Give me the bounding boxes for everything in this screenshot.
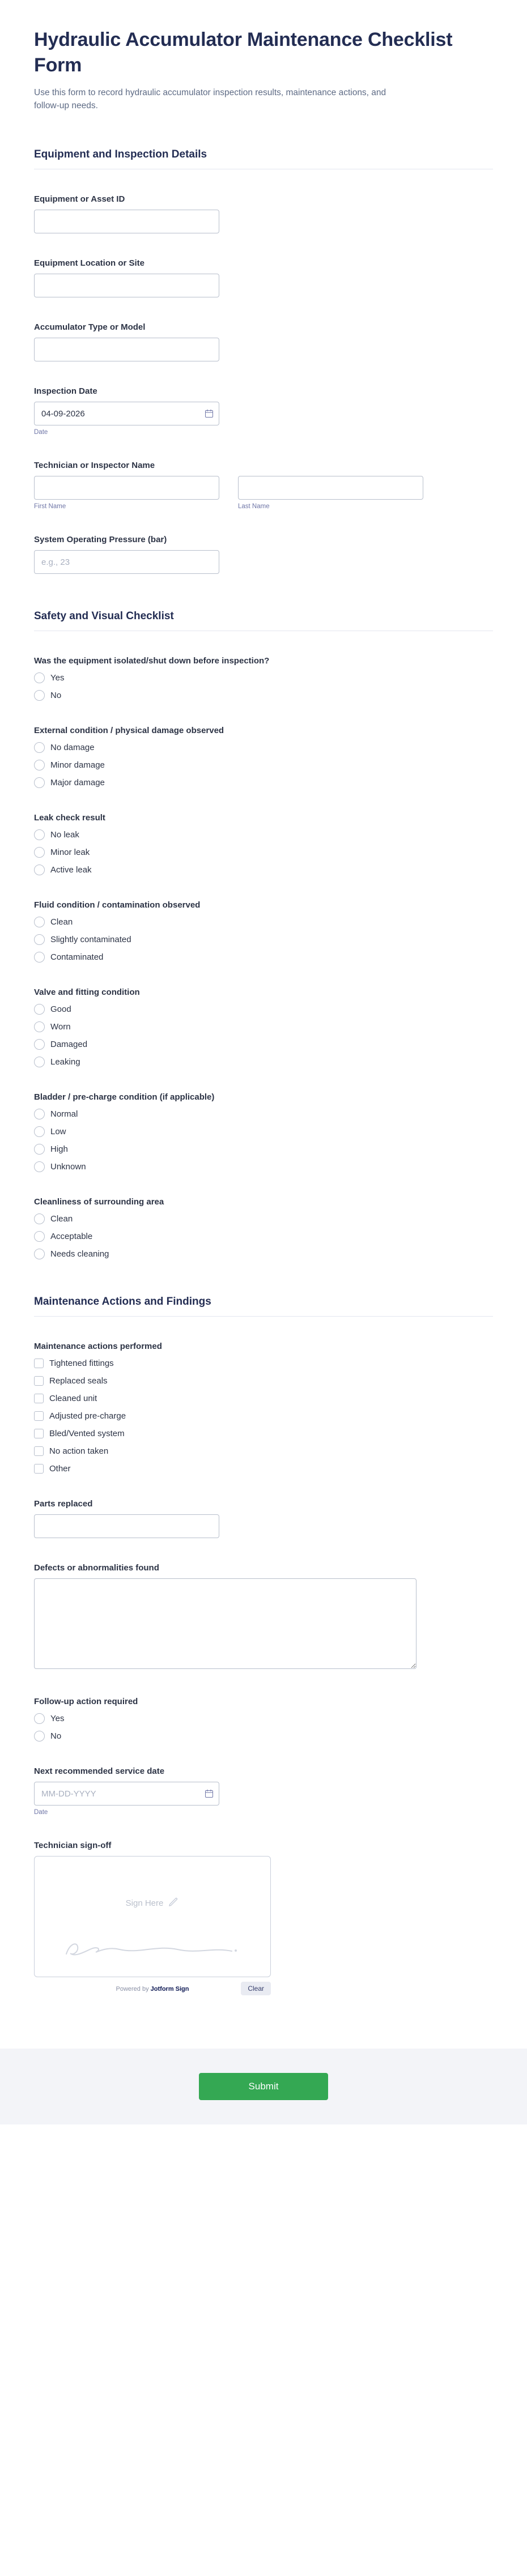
checkbox-option[interactable] [34, 1376, 493, 1386]
radio-icon[interactable] [34, 1231, 45, 1242]
leak-check-options [34, 829, 493, 875]
bladder-condition-label: Bladder / pre-charge condition (if applicable) [34, 1092, 215, 1102]
inspection-date-wrap [34, 402, 219, 425]
isolated-label: Was the equipment isolated/shut down before inspection? [34, 656, 270, 666]
checkbox-option-label: Bled/Vented system [49, 1429, 125, 1439]
radio-option[interactable] [34, 1039, 493, 1050]
field-valve-condition [34, 987, 493, 1067]
checkbox-option[interactable] [34, 1411, 493, 1421]
checkbox-icon[interactable] [34, 1359, 44, 1368]
radio-icon[interactable] [34, 742, 45, 753]
field-fluid-condition [34, 900, 493, 963]
last-name-col [238, 476, 423, 510]
form-title: Hydraulic Accumulator Maintenance Checklist Form [34, 29, 453, 76]
pressure-label: System Operating Pressure (bar) [34, 535, 167, 545]
radio-icon[interactable] [34, 1057, 45, 1067]
radio-icon[interactable] [34, 1731, 45, 1742]
field-followup [34, 1697, 493, 1742]
radio-option[interactable] [34, 760, 493, 770]
isolated-options [34, 672, 493, 701]
radio-icon[interactable] [34, 690, 45, 701]
radio-option-label: Damaged [50, 1040, 88, 1050]
field-external-condition [34, 726, 493, 788]
actions-performed-label: Maintenance actions performed [34, 1342, 162, 1352]
radio-option[interactable] [34, 1109, 493, 1119]
radio-option-label: Clean [50, 1214, 73, 1224]
valve-condition-options [34, 1004, 493, 1067]
first-name-input[interactable] [34, 476, 219, 500]
checkbox-option[interactable] [34, 1358, 493, 1369]
field-inspection-date [34, 386, 493, 436]
radio-option[interactable] [34, 865, 493, 875]
signature-footer [34, 1982, 271, 1996]
field-technician-name [34, 461, 493, 510]
radio-option[interactable] [34, 1249, 493, 1259]
powered-by-prefix: Powered by [116, 1986, 149, 1993]
radio-icon[interactable] [34, 1039, 45, 1050]
next-service-input[interactable] [34, 1782, 219, 1806]
checkbox-option-label: Other [49, 1464, 71, 1474]
radio-option-label: No [50, 691, 62, 701]
cleanliness-label: Cleanliness of surrounding area [34, 1197, 164, 1207]
section-equipment-details: Equipment and Inspection Details [34, 148, 493, 169]
first-name-sublabel: First Name [34, 503, 66, 510]
field-asset-id [34, 194, 493, 233]
checkbox-icon[interactable] [34, 1464, 44, 1474]
inspection-date-input[interactable] [34, 402, 219, 425]
fluid-condition-options [34, 917, 493, 963]
submit-button[interactable]: Submit [199, 2073, 328, 2100]
radio-option[interactable] [34, 1231, 493, 1242]
section-maintenance-actions: Maintenance Actions and Findings [34, 1296, 493, 1317]
radio-option[interactable] [34, 1713, 493, 1724]
field-type-model [34, 322, 493, 361]
field-signoff [34, 1841, 493, 1996]
radio-option[interactable] [34, 1731, 493, 1742]
calendar-icon[interactable] [205, 409, 214, 418]
technician-name-label: Technician or Inspector Name [34, 461, 155, 471]
radio-option-label: No [50, 1731, 62, 1742]
field-parts-replaced [34, 1499, 493, 1538]
radio-option-label: Minor leak [50, 848, 90, 858]
radio-option[interactable] [34, 1161, 493, 1172]
first-name-col [34, 476, 219, 510]
fluid-condition-label: Fluid condition / contamination observed [34, 900, 201, 910]
radio-option-label: No damage [50, 743, 95, 753]
radio-option[interactable] [34, 1214, 493, 1224]
checkbox-option[interactable] [34, 1393, 493, 1404]
checkbox-option[interactable] [34, 1428, 493, 1439]
field-leak-check [34, 813, 493, 875]
followup-options [34, 1713, 493, 1742]
field-next-service-date [34, 1766, 493, 1816]
radio-icon[interactable] [34, 777, 45, 788]
radio-option-label: High [50, 1144, 68, 1155]
checkbox-option-label: Replaced seals [49, 1376, 108, 1386]
external-condition-options [34, 742, 493, 788]
sign-here-text: Sign Here [125, 1898, 164, 1908]
signature-clear-button[interactable]: Clear [241, 1982, 271, 1995]
radio-option-label: Contaminated [50, 952, 104, 963]
radio-option[interactable] [34, 1057, 493, 1067]
radio-icon[interactable] [34, 917, 45, 927]
parts-replaced-label: Parts replaced [34, 1499, 93, 1509]
followup-label: Follow-up action required [34, 1697, 138, 1707]
radio-option-label: Low [50, 1127, 66, 1137]
radio-icon[interactable] [34, 1161, 45, 1172]
inspection-date-sublabel: Date [34, 429, 48, 436]
field-cleanliness [34, 1197, 493, 1259]
radio-icon[interactable] [34, 1126, 45, 1137]
checkbox-icon[interactable] [34, 1429, 44, 1438]
section-safety-checklist: Safety and Visual Checklist [34, 610, 493, 631]
radio-icon[interactable] [34, 1109, 45, 1119]
field-location [34, 258, 493, 297]
checkbox-icon[interactable] [34, 1376, 44, 1386]
checkbox-option-label: Cleaned unit [49, 1394, 97, 1404]
radio-option[interactable] [34, 672, 493, 683]
radio-option-label: Needs cleaning [50, 1249, 109, 1259]
radio-option-label: Good [50, 1004, 71, 1015]
field-defects [34, 1563, 493, 1672]
location-input[interactable] [34, 274, 219, 297]
radio-option-label: Slightly contaminated [50, 935, 131, 945]
field-isolated [34, 656, 493, 701]
radio-icon[interactable] [34, 672, 45, 683]
parts-replaced-input[interactable] [34, 1514, 219, 1538]
radio-option-label: Yes [50, 673, 65, 683]
checkbox-option[interactable] [34, 1446, 493, 1457]
radio-icon[interactable] [34, 934, 45, 945]
next-service-label: Next recommended service date [34, 1766, 165, 1777]
radio-icon[interactable] [34, 1144, 45, 1155]
next-service-wrap [34, 1782, 219, 1806]
checkbox-option-label: No action taken [49, 1446, 109, 1457]
inspection-date-label: Inspection Date [34, 386, 97, 397]
radio-option-label: Clean [50, 917, 73, 927]
radio-icon[interactable] [34, 1021, 45, 1032]
radio-option-label: Unknown [50, 1162, 86, 1172]
pen-icon [168, 1896, 179, 1910]
calendar-icon[interactable] [205, 1789, 214, 1798]
radio-option-label: Worn [50, 1022, 71, 1032]
bladder-condition-options [34, 1109, 493, 1172]
radio-option[interactable] [34, 917, 493, 927]
checkbox-icon[interactable] [34, 1446, 44, 1456]
cleanliness-options [34, 1214, 493, 1259]
radio-icon[interactable] [34, 1249, 45, 1259]
checkbox-icon[interactable] [34, 1411, 44, 1421]
radio-option[interactable] [34, 934, 493, 945]
signature-flourish-decoration [62, 1937, 243, 1962]
defects-label: Defects or abnormalities found [34, 1563, 159, 1573]
actions-performed-options [34, 1358, 493, 1474]
valve-condition-label: Valve and fitting condition [34, 987, 140, 998]
signoff-label: Technician sign-off [34, 1841, 112, 1851]
type-model-input[interactable] [34, 338, 219, 361]
checkbox-icon[interactable] [34, 1394, 44, 1403]
form-subtitle: Use this form to record hydraulic accumulator inspection results, maintenance actions, and follow-up needs. [34, 87, 386, 110]
asset-id-label: Equipment or Asset ID [34, 194, 125, 205]
radio-option-label: Major damage [50, 778, 105, 788]
radio-option-label: Normal [50, 1109, 78, 1119]
radio-option[interactable] [34, 847, 493, 858]
checkbox-option-label: Tightened fittings [49, 1359, 114, 1369]
radio-icon[interactable] [34, 865, 45, 875]
radio-option-label: Acceptable [50, 1232, 93, 1242]
radio-option[interactable] [34, 742, 493, 753]
radio-icon[interactable] [34, 1004, 45, 1015]
radio-option-label: Leaking [50, 1057, 80, 1067]
last-name-input[interactable] [238, 476, 423, 500]
radio-option-label: No leak [50, 830, 79, 840]
external-condition-label: External condition / physical damage observed [34, 726, 224, 736]
next-service-sublabel: Date [34, 1809, 48, 1816]
field-pressure [34, 535, 493, 574]
radio-option[interactable] [34, 952, 493, 963]
jotform-sign-brand: Jotform Sign [150, 1986, 189, 1993]
sign-here-row [35, 1896, 270, 1910]
pressure-input[interactable] [34, 550, 219, 574]
radio-icon[interactable] [34, 952, 45, 963]
radio-option[interactable] [34, 1021, 493, 1032]
radio-option[interactable] [34, 690, 493, 701]
field-actions-performed [34, 1342, 493, 1474]
radio-option[interactable] [34, 1144, 493, 1155]
radio-icon[interactable] [34, 1713, 45, 1724]
powered-by-text [116, 1986, 189, 1992]
radio-option[interactable] [34, 777, 493, 788]
signature-pad[interactable] [34, 1856, 271, 1977]
defects-textarea[interactable] [34, 1578, 416, 1669]
bottom-spacer [0, 2124, 527, 2576]
submit-section [0, 2049, 527, 2124]
radio-option[interactable] [34, 1126, 493, 1137]
radio-option[interactable] [34, 1004, 493, 1015]
name-row [34, 476, 493, 510]
radio-option-label: Active leak [50, 865, 92, 875]
radio-icon[interactable] [34, 1214, 45, 1224]
field-bladder-condition [34, 1092, 493, 1172]
location-label: Equipment Location or Site [34, 258, 145, 269]
radio-option[interactable] [34, 829, 493, 840]
checkbox-option-label: Adjusted pre-charge [49, 1411, 126, 1421]
asset-id-input[interactable] [34, 210, 219, 233]
radio-option-label: Yes [50, 1714, 65, 1724]
leak-check-label: Leak check result [34, 813, 105, 823]
last-name-sublabel: Last Name [238, 503, 270, 510]
checkbox-option[interactable] [34, 1463, 493, 1474]
radio-icon[interactable] [34, 760, 45, 770]
radio-option-label: Minor damage [50, 760, 105, 770]
type-model-label: Accumulator Type or Model [34, 322, 146, 333]
radio-icon[interactable] [34, 847, 45, 858]
radio-icon[interactable] [34, 829, 45, 840]
